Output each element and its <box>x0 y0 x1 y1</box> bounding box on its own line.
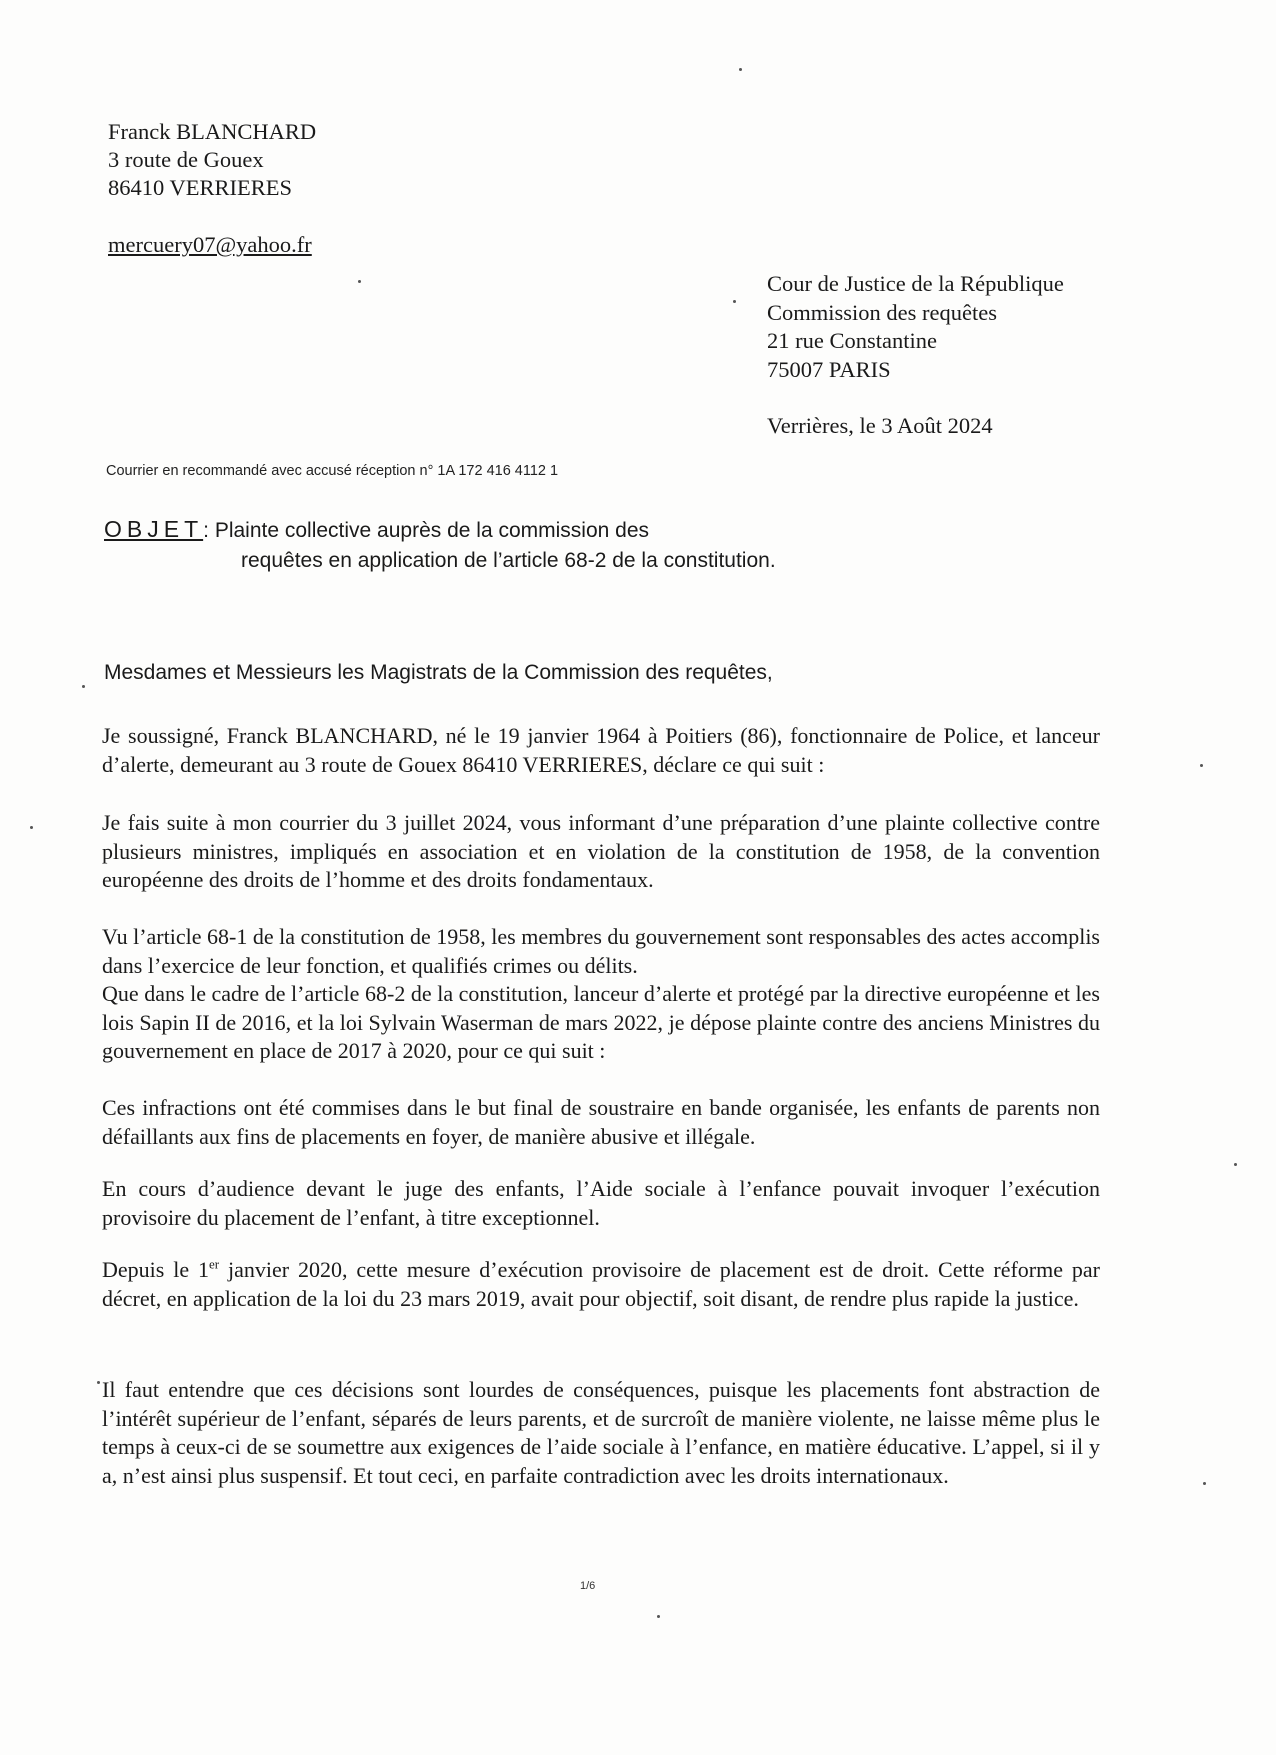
paragraph-1-text: Je soussigné, Franck BLANCHARD, né le 19 janvier 1964 à Poitiers (86), fonctionnaire de Police, et lanceur d’alerte, demeurant au 3 route de Gouex 86410 VERRIERES, déclare ce qui suit : <box>102 723 1100 777</box>
recipient-line-3: 21 rue Constantine <box>767 328 937 353</box>
salutation: Mesdames et Messieurs les Magistrats de la Commission des requêtes, <box>104 661 773 684</box>
paragraph-5 <box>102 1175 1100 1232</box>
scan-speck <box>1200 764 1203 767</box>
recipient-address-block <box>767 270 1064 384</box>
scan-speck <box>358 280 361 283</box>
subject-label: OBJET <box>104 516 204 542</box>
registered-mail-notice: Courrier en recommandé avec accusé réception n° 1A 172 416 4112 1 <box>106 463 559 479</box>
paragraph-6-superscript: er <box>209 1256 220 1272</box>
paragraph-1 <box>102 722 1100 779</box>
date-line: Verrières, le 3 Août 2024 <box>767 413 993 438</box>
paragraph-7 <box>102 1376 1100 1490</box>
subject-colon: : <box>203 519 209 542</box>
paragraph-2 <box>102 809 1100 895</box>
scan-speck <box>97 1381 100 1384</box>
paragraph-5-text: En cours d’audience devant le juge des enfants, l’Aide sociale à l’enfance pouvait invoquer l’exécution provisoire du placement de l’enfant, à titre exceptionnel. <box>102 1176 1100 1230</box>
scan-speck <box>1234 1163 1237 1166</box>
paragraph-4-text: Ces infractions ont été commises dans le but final de soustraire en bande organisée, les enfants de parents non défaillants aux fins de placements en foyer, de manière abusive et illégale. <box>102 1095 1100 1149</box>
paragraph-3a-text: Vu l’article 68-1 de la constitution de 1958, les membres du gouvernement sont responsables des actes accomplis dans l’exercice de leur fonction, et qualifiés crimes ou délits. <box>102 924 1100 978</box>
subject-line-2: requêtes en application de l’article 68-2 de la constitution. <box>241 549 776 572</box>
paragraph-6-text <box>102 1256 1100 1313</box>
paragraph-3 <box>102 923 1100 1066</box>
paragraph-3b-text: Que dans le cadre de l’article 68-2 de la constitution, lanceur d’alerte et protégé par la directive européenne et les lois Sapin II de 2016, et la loi Sylvain Waserman de mars 2022, je dépose plainte contre des anciens Ministres du gouvernement en place de 2017 à 2020, pour ce qui suit : <box>102 981 1100 1063</box>
paragraph-2-text: Je fais suite à mon courrier du 3 juillet 2024, vous informant d’une préparation d’une plainte collective contre plusieurs ministres, impliqués en association et en violation de la constitution de 1958, de la convention européenne des droits de l’homme et des droits fondamentaux. <box>102 810 1100 892</box>
scan-speck <box>733 300 736 303</box>
paragraph-7-text: Il faut entendre que ces décisions sont lourdes de conséquences, puisque les placements font abstraction de l’intérêt supérieur de l’enfant, séparés de leurs parents, et de surcroît de manière violente, ne laisse même plus le temps à ceux-ci de se soumettre aux exigences de l’aide sociale à l’enfance, en matière éducative. L’appel, si il y a, n’est ainsi plus suspensif. Et tout ceci, en parfaite contradiction avec les droits internationaux. <box>102 1377 1100 1488</box>
recipient-line-2: Commission des requêtes <box>767 299 997 325</box>
recipient-line-1: Cour de Justice de la République <box>767 271 1064 296</box>
sender-street: 3 route de Gouex <box>108 147 264 172</box>
scan-speck <box>30 826 33 829</box>
scan-speck <box>657 1615 660 1618</box>
subject-block <box>104 514 864 576</box>
recipient-line-4: 75007 PARIS <box>767 356 891 382</box>
sender-email: mercuery07@yahoo.fr <box>108 232 312 257</box>
paragraph-6-post: janvier 2020, cette mesure d’exécution provisoire de placement est de droit. Cette réforme par décret, en application de la loi du 23 mars 2019, avait pour objectif, soit disant, de rendre plus rapide la justice. <box>102 1257 1100 1311</box>
paragraph-6 <box>102 1256 1100 1313</box>
paragraph-4 <box>102 1094 1100 1151</box>
sender-name: Franck BLANCHARD <box>108 119 317 144</box>
scan-speck <box>1203 1482 1206 1485</box>
scan-speck <box>739 68 742 71</box>
subject-line-1: Plainte collective auprès de la commission des <box>214 519 650 542</box>
page-number: 1/6 <box>580 1580 596 1592</box>
paragraph-6-pre: Depuis le 1 <box>102 1257 210 1282</box>
scan-speck <box>82 685 85 688</box>
sender-city: 86410 VERRIERES <box>108 175 292 200</box>
sender-address-block <box>108 118 316 202</box>
